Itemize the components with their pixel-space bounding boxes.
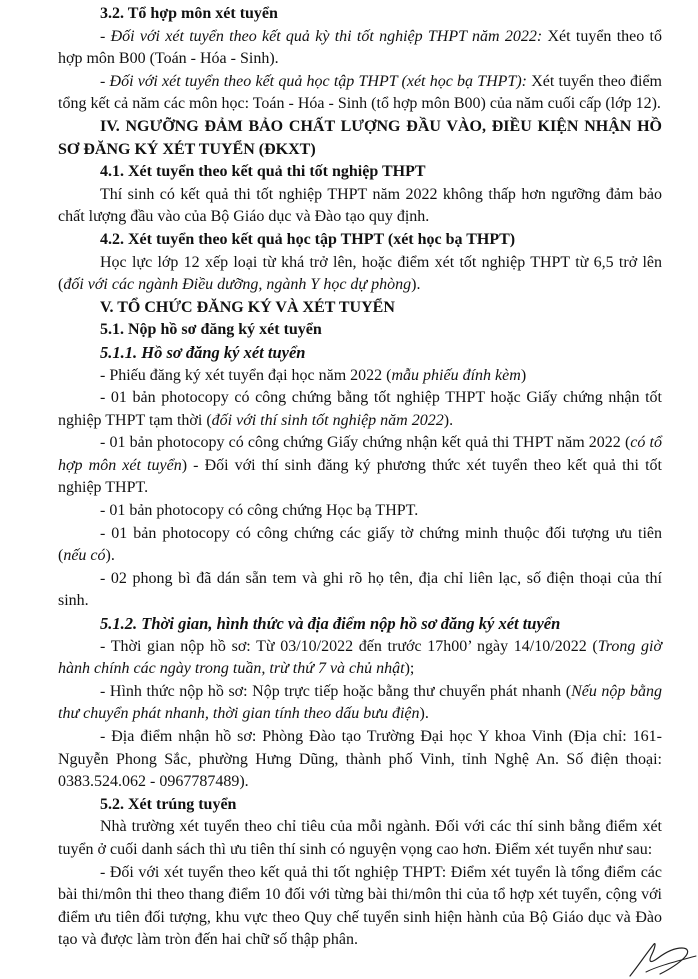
signature-mark	[624, 936, 698, 979]
paragraph-submission-location: - Địa điểm nhận hồ sơ: Phòng Đào tạo Trường Đại học Y khoa Vinh (Địa chỉ: 161-Nguyễn Phong Sắc, phường Hưng Dũng, thành phố Vinh, tỉnh Nghệ An. Số điện thoại: 0383.524.062 - 0967787489).	[58, 728, 662, 791]
paragraph-3-2-transcript	[58, 71, 662, 116]
text: ).	[443, 411, 454, 429]
text-italic: Nếu nộp bằng thư chuyển phát nhanh, thời gian tính theo dấu bưu điện	[58, 682, 662, 723]
heading-5-1-2: 5.1.2. Thời gian, hình thức và địa điểm nộp hồ sơ đăng ký xét tuyển	[100, 614, 561, 634]
heading-3-2: 3.2. Tổ hợp môn xét tuyển	[100, 5, 278, 22]
paragraph-5-2-exam-score: - Đối với xét tuyển theo kết quả thi tốt nghiệp THPT: Điểm xét tuyển là tổng điểm các bài thi/môn thi theo thang điểm 10 đối với từng bài thi/môn thi của tổ hợp xét tuyển, cộng với điểm ưu tiên đối tượng, khu vực theo Quy chế tuyển sinh hiện hành của Bộ Giáo dục và Đào tạo và được làm tròn đến hai chữ số thập phân.	[58, 863, 662, 949]
text: ) - Đối với thí sinh đăng ký phương thức xét tuyển theo kết quả thi tốt nghiệp THPT.	[58, 456, 662, 497]
text: - 01 bản photocopy có công chứng Giấy chứng nhận kết quả thi THPT năm 2022 (	[100, 434, 631, 452]
heading-5-1: 5.1. Nộp hồ sơ đăng ký xét tuyển	[100, 321, 322, 339]
text: - Phiếu đăng ký xét tuyển đại học năm 2022 (	[100, 366, 392, 384]
text: )	[520, 366, 527, 384]
paragraph-5-2: Nhà trường xét tuyển theo chỉ tiêu của mỗi ngành. Đối với các thí sinh bằng điểm xét tuyển ở cuối danh sách thì ưu tiên thí sinh có nguyện vọng cao hơn. Điểm xét tuyển như sau:	[58, 818, 662, 858]
document-page	[58, 3, 662, 952]
paragraph-4-2	[58, 252, 662, 297]
text: Học lực lớp 12 xếp loại từ khá trở lên, hoặc điểm xét tốt nghiệp THPT từ 6,5 trở lên (	[58, 253, 662, 294]
heading-5-1-1: 5.1.1. Hồ sơ đăng ký xét tuyển	[100, 342, 306, 362]
text: Xét tuyển theo điểm tổng kết cả năm các môn học: Toán - Hóa - Sinh (tổ hợp môn B00) của năm cuối cấp (lớp 12).	[58, 72, 662, 113]
text: );	[404, 660, 415, 678]
text-italic: có tổ hợp môn xét tuyển	[58, 434, 663, 474]
paragraph-3-2-exam	[58, 26, 662, 71]
list-item-application-form	[58, 365, 662, 388]
heading-4-2: 4.2. Xét tuyển theo kết quả học tập THPT (xét học bạ THPT)	[100, 230, 516, 248]
list-item-priority-docs	[58, 523, 662, 568]
text: - 01 bản photocopy có công chứng bằng tốt nghiệp THPT hoặc Giấy chứng nhận tốt nghiệp THPT tạm thời (	[58, 389, 662, 429]
text-italic: Trong giờ hành chính các ngày trong tuần, trừ thứ 7 và chủ nhật	[58, 637, 663, 678]
text-italic: - Đối với xét tuyển theo kết quả kỳ thi tốt nghiệp THPT năm 2022:	[100, 27, 543, 45]
text-italic: mẫu phiếu đính kèm	[391, 366, 521, 384]
heading-5-2: 5.2. Xét trúng tuyển	[100, 795, 237, 813]
heading-4-1: 4.1. Xét tuyển theo kết quả thi tốt nghiệp THPT	[100, 163, 426, 181]
text: Xét tuyển theo tổ hợp môn B00 (Toán - Hóa - Sinh).	[58, 27, 662, 68]
heading-section-v: V. TỔ CHỨC ĐĂNG KÝ VÀ XÉT TUYỂN	[100, 298, 395, 316]
text-italic: - Đối với xét tuyển theo kết quả học tập THPT (xét học bạ THPT):	[100, 72, 527, 90]
text: ).	[105, 547, 115, 565]
heading-section-iv: IV. NGƯỠNG ĐẢM BẢO CHẤT LƯỢNG ĐẦU VÀO, ĐIỀU KIỆN NHẬN HỒ SƠ ĐĂNG KÝ XÉT TUYỂN (ĐKXT)	[58, 117, 662, 158]
paragraph-submission-time	[58, 636, 662, 681]
text-italic: đối với thí sinh tốt nghiệp năm 2022	[211, 411, 444, 429]
text-italic: nếu có	[63, 547, 106, 565]
list-item-exam-result-copy	[58, 432, 662, 500]
text: ).	[411, 276, 421, 294]
paragraph-4-1: Thí sinh có kết quả thi tốt nghiệp THPT năm 2022 không thấp hơn ngưỡng đảm bảo chất lượng đầu vào của Bộ Giáo dục và Đào tạo quy định.	[58, 185, 662, 226]
text: ).	[419, 705, 429, 723]
paragraph-submission-method	[58, 681, 662, 726]
text: - Hình thức nộp hồ sơ: Nộp trực tiếp hoặc bằng thư chuyển phát nhanh (	[100, 682, 572, 700]
text: - Thời gian nộp hồ sơ: Từ 03/10/2022 đến trước 17h00’ ngày 14/10/2022 (	[100, 637, 598, 655]
list-item-transcript-copy: - 01 bản photocopy có công chứng Học bạ THPT.	[100, 502, 419, 520]
list-item-envelopes: - 02 phong bì đã dán sẵn tem và ghi rõ họ tên, địa chỉ liên lạc, số điện thoại của thí sinh.	[58, 569, 662, 610]
list-item-diploma-copy	[58, 387, 662, 432]
text: - 01 bản photocopy có công chứng các giấy tờ chứng minh thuộc đối tượng ưu tiên (	[58, 524, 662, 565]
text-italic: đối với các ngành Điều dưỡng, ngành Y học dự phòng	[63, 276, 412, 294]
